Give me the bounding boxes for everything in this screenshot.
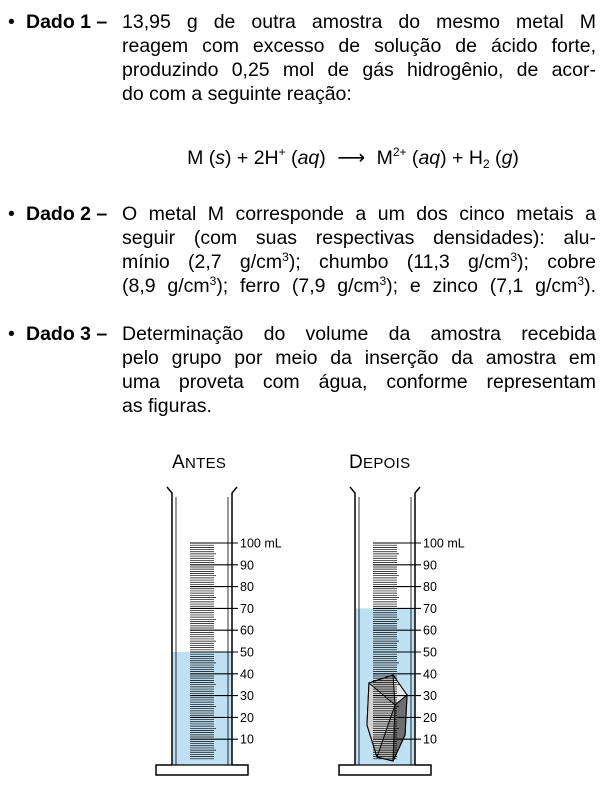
eq-paren: (: [285, 147, 298, 169]
cylinder-base: [156, 765, 248, 775]
eq-state-aqueous: aq: [418, 147, 441, 169]
dado-3-line: as figuras.: [122, 395, 212, 417]
eq-product-metal-ion: M: [376, 147, 393, 169]
unit-exponent: 3: [510, 250, 517, 264]
scale-label: 90: [423, 558, 437, 573]
density-ferro: ); ferro (7,9 g/cm: [216, 275, 380, 297]
scale-label: 60: [423, 623, 437, 638]
dado-3-text: [122, 322, 596, 418]
scale-label: 50: [423, 645, 437, 660]
unit-exponent: 3: [282, 250, 289, 264]
scale-label: 60: [240, 623, 254, 638]
scale-label: 30: [423, 689, 437, 704]
cylinder-wall-left: [167, 487, 172, 765]
scale-label: 40: [423, 667, 437, 682]
density-aluminio: mínio (2,7 g/cm: [122, 251, 283, 273]
eq-paren: ): [319, 147, 326, 169]
unit-exponent: 3: [379, 274, 387, 288]
dado-2-line: [122, 274, 596, 298]
scale-label: 20: [423, 710, 437, 725]
eq-paren: ): [224, 147, 232, 169]
dado-2-text: [122, 202, 596, 298]
density-cobre-label: ); cobre: [517, 251, 596, 273]
eq-state-aqueous: aq: [297, 147, 320, 169]
eq-paren: (: [489, 147, 502, 169]
figure-title-antes: [172, 452, 226, 474]
eq-m-charge: 2+: [392, 145, 407, 159]
dado-1-text: [122, 10, 596, 106]
bullet: •: [8, 11, 15, 33]
cylinder-wall-right: [232, 487, 237, 765]
reaction-arrow-icon: ⟶: [337, 147, 366, 169]
dado-3-line: uma proveta com água, conforme representam: [122, 371, 596, 393]
dado-1-line: reagem com excesso de solução de ácido forte,: [122, 35, 596, 57]
scale-label: 100 mL: [423, 536, 465, 551]
dado-2-line: seguir (com suas respectivas densidades): alu-: [122, 227, 596, 249]
eq-paren: (: [406, 147, 419, 169]
cylinder-wall-right: [415, 487, 420, 765]
density-zinco: ); e zinco (7,1 g/cm: [386, 275, 578, 297]
title-initial: D: [349, 452, 364, 473]
unit-exponent: 3: [577, 274, 585, 288]
scale-label: 80: [240, 580, 254, 595]
scale-label: 80: [423, 580, 437, 595]
dado-3-label: Dado 3 –: [26, 323, 108, 345]
eq-state-gas: g: [501, 147, 513, 169]
dado-3-line: Determinação do volume da amostra recebida: [122, 323, 596, 345]
scale-label: 40: [240, 667, 254, 682]
dado-1-line: produzindo 0,25 mol de gás hidrogênio, de acor-: [122, 59, 596, 81]
eq-state-solid: s: [215, 147, 225, 169]
dado-1-line: 13,95 g de outra amostra do mesmo metal M: [122, 11, 596, 33]
line-end: ).: [584, 275, 596, 297]
scale-label: 70: [240, 601, 254, 616]
density-cobre: (8,9 g/cm: [122, 275, 210, 297]
scale-label: 20: [240, 710, 254, 725]
cylinder-base: [339, 765, 431, 775]
unit-exponent: 3: [209, 274, 217, 288]
scale-label: 100 mL: [240, 536, 282, 551]
scale-label: 10: [240, 732, 254, 747]
scale-label: 70: [423, 601, 437, 616]
title-initial: A: [172, 452, 185, 473]
graduated-cylinders-figure: [0, 475, 610, 806]
dado-1-label: Dado 1 –: [26, 11, 108, 33]
eq-product-hydrogen: + H: [446, 147, 483, 169]
title-rest: EPOIS: [363, 455, 411, 472]
eq-reactant-metal: M (: [187, 147, 216, 169]
eq-paren: ): [512, 147, 519, 169]
bullet: •: [8, 203, 15, 225]
scale-label: 30: [240, 689, 254, 704]
eq-h2-subscript: 2: [482, 157, 490, 171]
reaction-equation: [0, 146, 610, 170]
bullet: •: [8, 323, 15, 345]
dado-2-line: [122, 250, 596, 274]
title-rest: NTES: [184, 455, 227, 472]
eq-reactant-acid: + 2H: [231, 147, 279, 169]
figure-title-depois: [349, 452, 410, 474]
eq-paren: ): [440, 147, 447, 169]
scale-label: 90: [240, 558, 254, 573]
dado-3-line: pelo grupo por meio da inserção da amostra em: [122, 347, 596, 369]
dado-1-line: do com a seguinte reação:: [122, 83, 352, 105]
eq-h-charge: +: [278, 145, 286, 159]
scale-label: 50: [240, 645, 254, 660]
dado-2-label: Dado 2 –: [26, 203, 108, 225]
cylinder-before: [156, 487, 282, 775]
cylinder-after: [339, 487, 465, 775]
cylinder-wall-left: [350, 487, 355, 765]
dado-2-line: O metal M corresponde a um dos cinco metais a: [122, 203, 596, 225]
scale-label: 10: [423, 732, 437, 747]
density-chumbo: ); chumbo (11,3 g/cm: [288, 251, 511, 273]
